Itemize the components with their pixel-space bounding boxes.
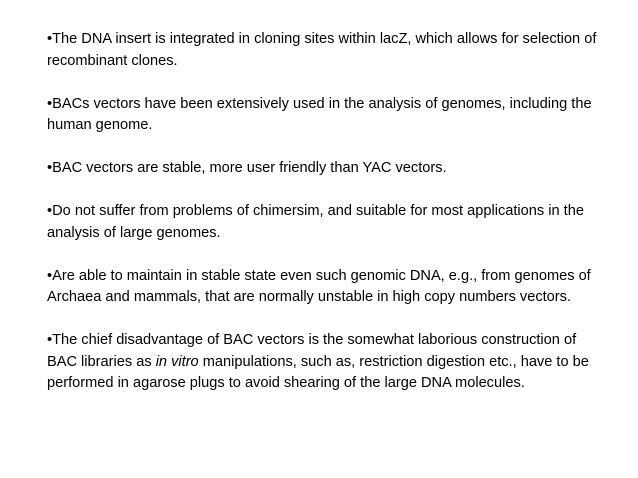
bullet-text: •Do not suffer from problems of chimersim, and suitable for most applications in the analysis of large genomes.	[47, 203, 584, 241]
bullet-lacz-selection	[47, 29, 607, 72]
bullet-text: •Are able to maintain in stable state even such genomic DNA, e.g., from genomes of Archaea and mammals, that are normally unstable in high copy numbers vectors.	[47, 267, 591, 306]
bullet-text-italic: in vitro	[155, 353, 199, 370]
bullet-text: •The DNA insert is integrated in cloning sites within lacZ, which allows for selection of recombinant clones.	[47, 31, 597, 69]
bullet-list	[47, 29, 607, 395]
bullet-chief-disadvantage	[47, 330, 607, 395]
bullet-text-after: manipulations, such as, restriction digestion etc., have to be performed in agarose plugs to avoid shearing of the large DNA molecules.	[47, 353, 589, 392]
bullet-stable-genomic-dna	[47, 266, 607, 309]
bullet-no-chimerism	[47, 201, 607, 244]
bullet-text-before: •The chief disadvantage of BAC vectors is the somewhat laborious construction of BAC libraries as	[47, 332, 577, 370]
bullet-text: •BAC vectors are stable, more user friendly than YAC vectors.	[47, 160, 447, 177]
bullet-bac-stability	[47, 158, 607, 180]
bullet-text: •BACs vectors have been extensively used in the analysis of genomes, including the human genome.	[47, 95, 592, 134]
bullet-bac-genome-analysis	[47, 94, 607, 137]
